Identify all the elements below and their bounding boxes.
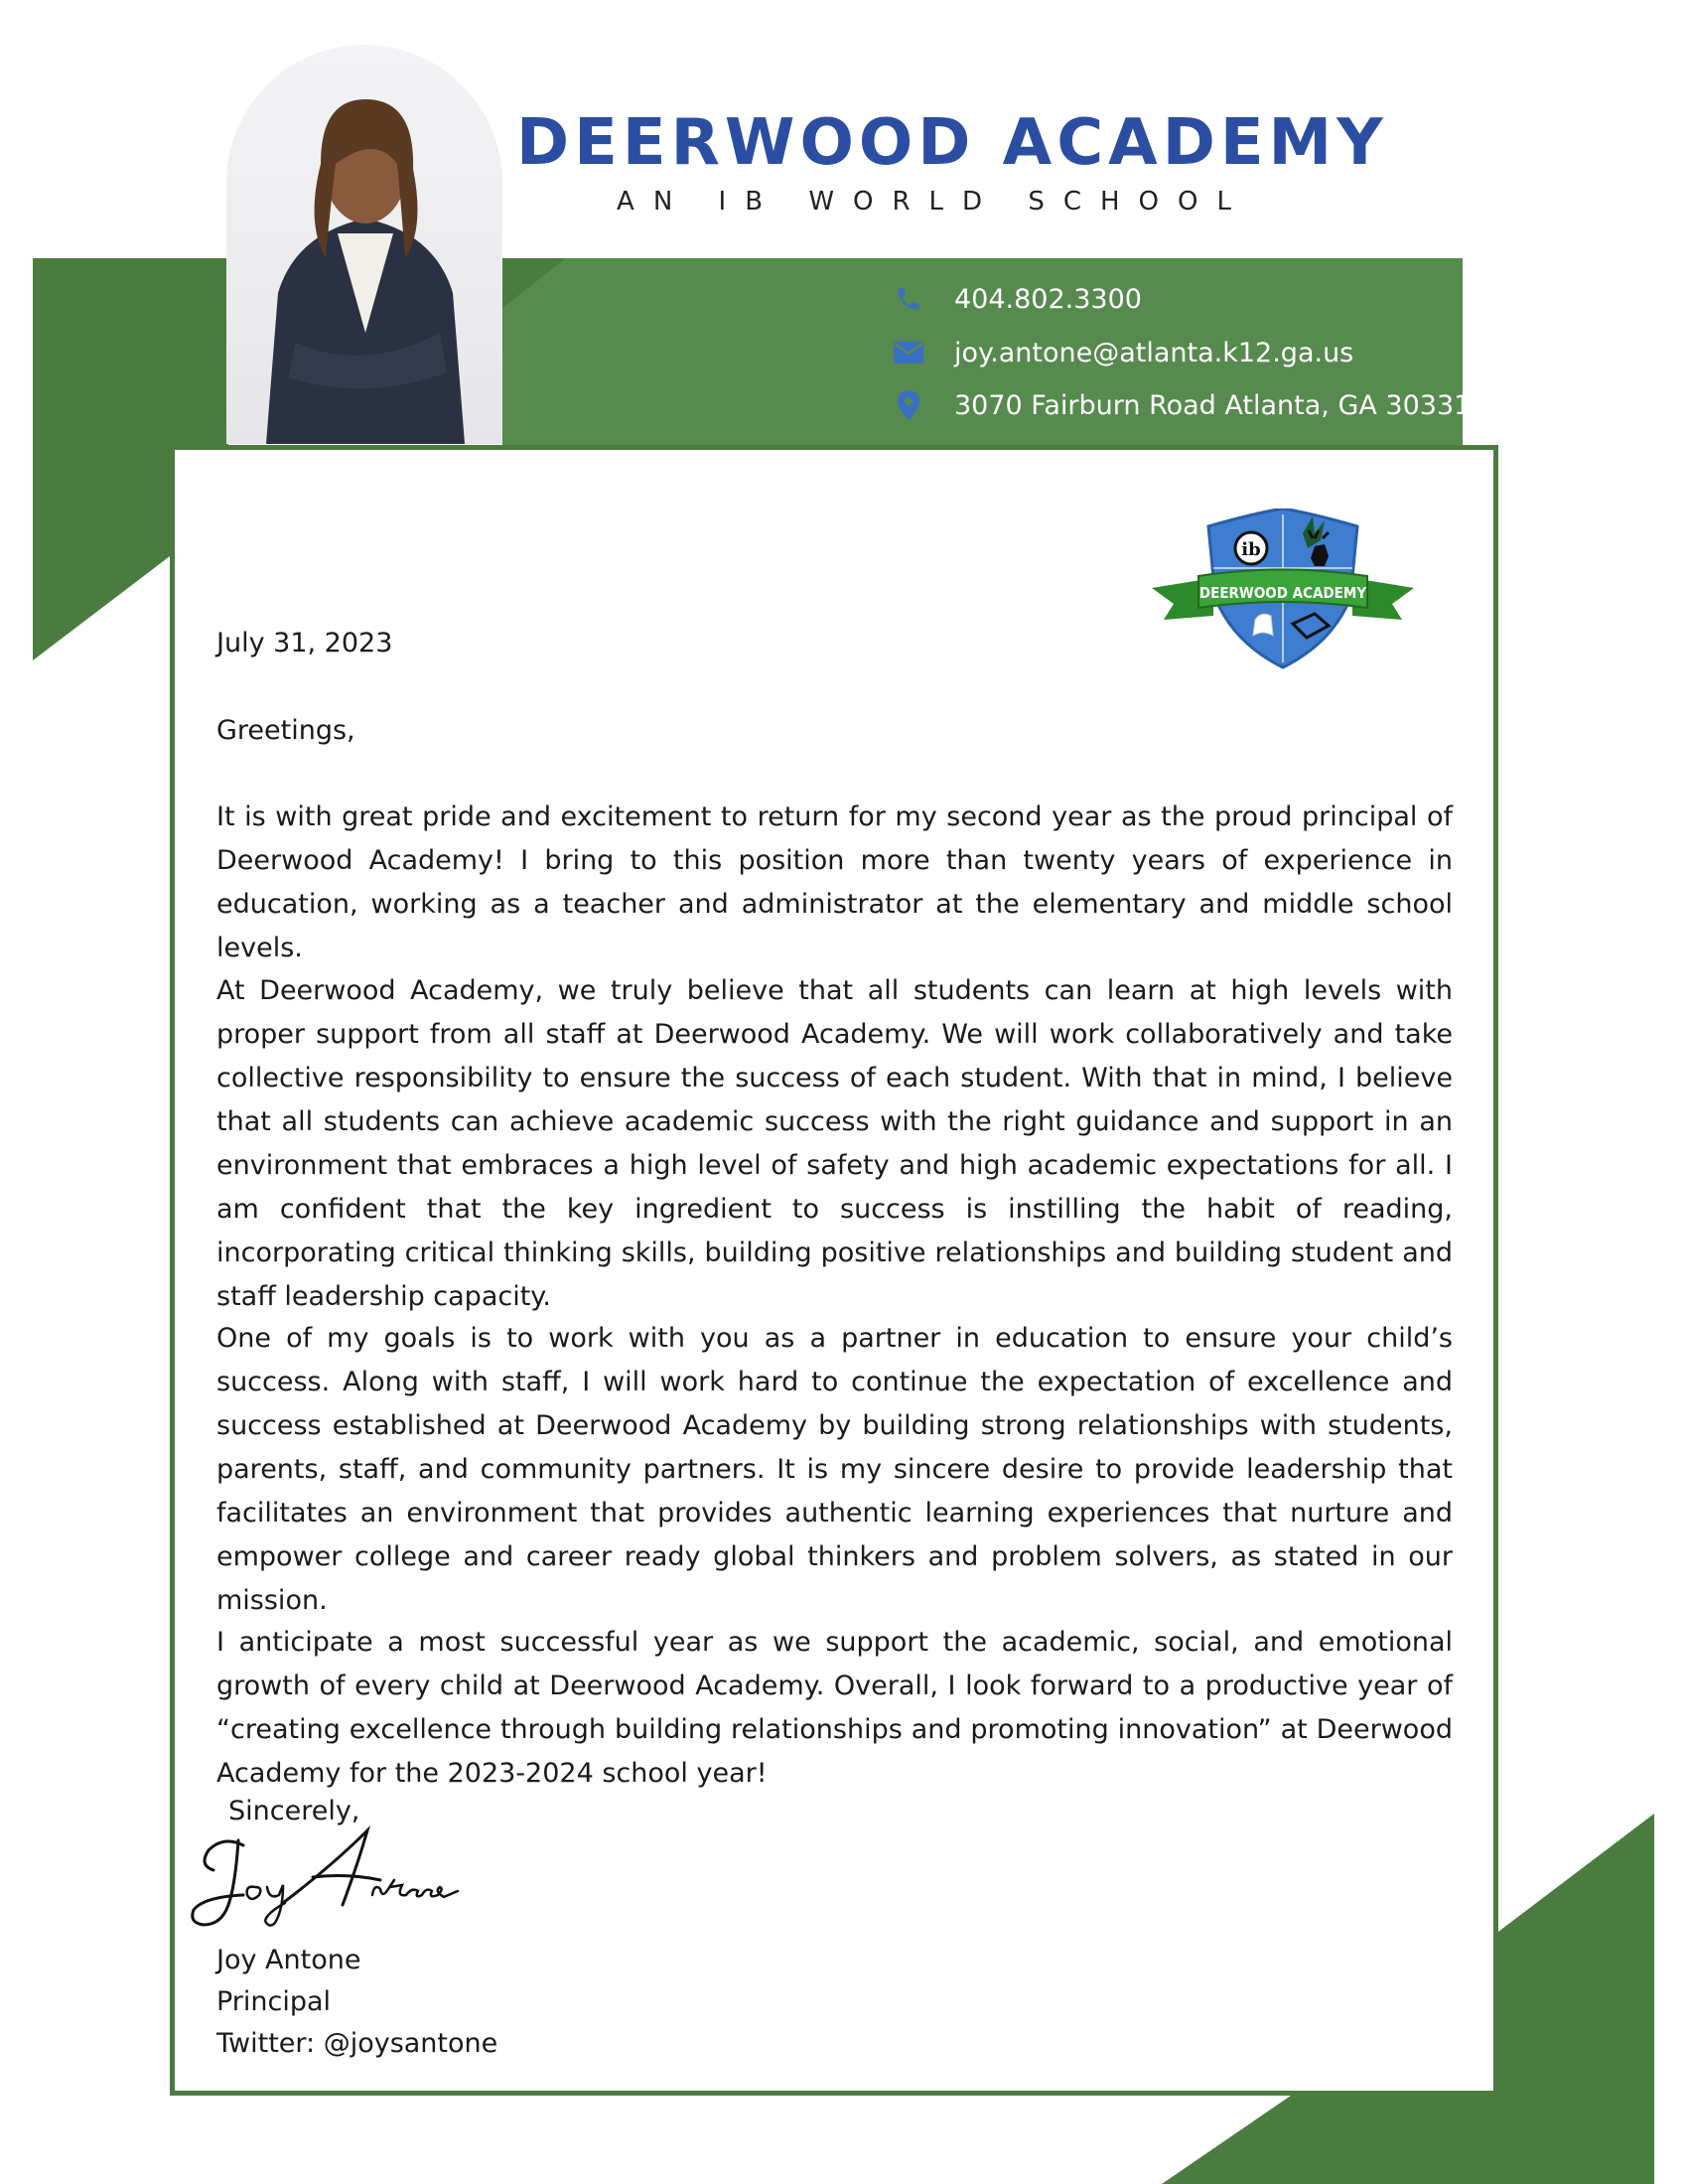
envelope-icon	[889, 333, 928, 372]
contact-phone-text: 404.802.3300	[954, 283, 1142, 315]
letter-closing: Sincerely,	[228, 1796, 360, 1826]
letter-date: July 31, 2023	[216, 628, 393, 658]
crest-banner-text: DEERWOOD ACADEMY	[1198, 584, 1367, 602]
map-pin-icon	[889, 385, 928, 425]
school-crest-logo	[1144, 509, 1422, 672]
handwritten-signature	[184, 1825, 462, 1935]
contact-address	[889, 385, 1471, 425]
letter-paragraph: It is with great pride and excitement to return for my second year as the proud principal of Deerwood Academy! I bring to this position more than twenty years of experience in education, working as a teacher and administrator at the elementary and middle school levels.	[216, 801, 1453, 963]
principal-photo	[226, 45, 502, 444]
signer-title: Principal	[216, 1986, 332, 2017]
contact-email-text: joy.antone@atlanta.k12.ga.us	[954, 337, 1354, 368]
letter-paragraph: I anticipate a most successful year as we support the academic, social, and emotional growth of every child at Deerwood Academy. Overall, I look forward to a productive year of “creating excellence through building relationships and promoting innovation” at Deerwood Academy for the 2023-2024 school year!	[216, 1627, 1453, 1789]
school-subtitle: AN IB WORLD SCHOOL	[617, 187, 1250, 217]
signer-twitter: Twitter: @joysantone	[216, 2028, 498, 2059]
letter-paragraph: One of my goals is to work with you as a partner in education to ensure your child’s success. Along with staff, I will work hard to continue the expectation of excellence and success established at Deerwood Academy by building strong relationships with students, parents, staff, and community partners. It is my sincere desire to provide leadership that facilitates an environment that provides authentic learning experiences that nurture and empower college and career ready global thinkers and problem solvers, as stated in our mission.	[216, 1323, 1453, 1616]
crest-ib-badge: ib	[1241, 539, 1261, 560]
signer-name: Joy Antone	[216, 1945, 361, 1975]
school-name: DEERWOOD ACADEMY	[516, 106, 1388, 180]
contact-phone	[889, 279, 1142, 319]
letter-greeting: Greetings,	[216, 715, 355, 746]
contact-address-text: 3070 Fairburn Road Atlanta, GA 30331	[954, 389, 1472, 421]
phone-icon	[889, 279, 928, 319]
letter-paragraph: At Deerwood Academy, we truly believe that all students can learn at high levels with proper support from all staff at Deerwood Academy. We will work collaboratively and take collective responsibility to ensure the success of each student. With that in mind, I believe that all students can achieve academic success with the right guidance and support in an environment that embraces a high level of safety and high academic expectations for all. I am confident that the key ingredient to success is instilling the habit of reading, incorporating critical thinking skills, building positive relationships and building student and staff leadership capacity.	[216, 975, 1453, 1312]
contact-email	[889, 333, 1353, 372]
